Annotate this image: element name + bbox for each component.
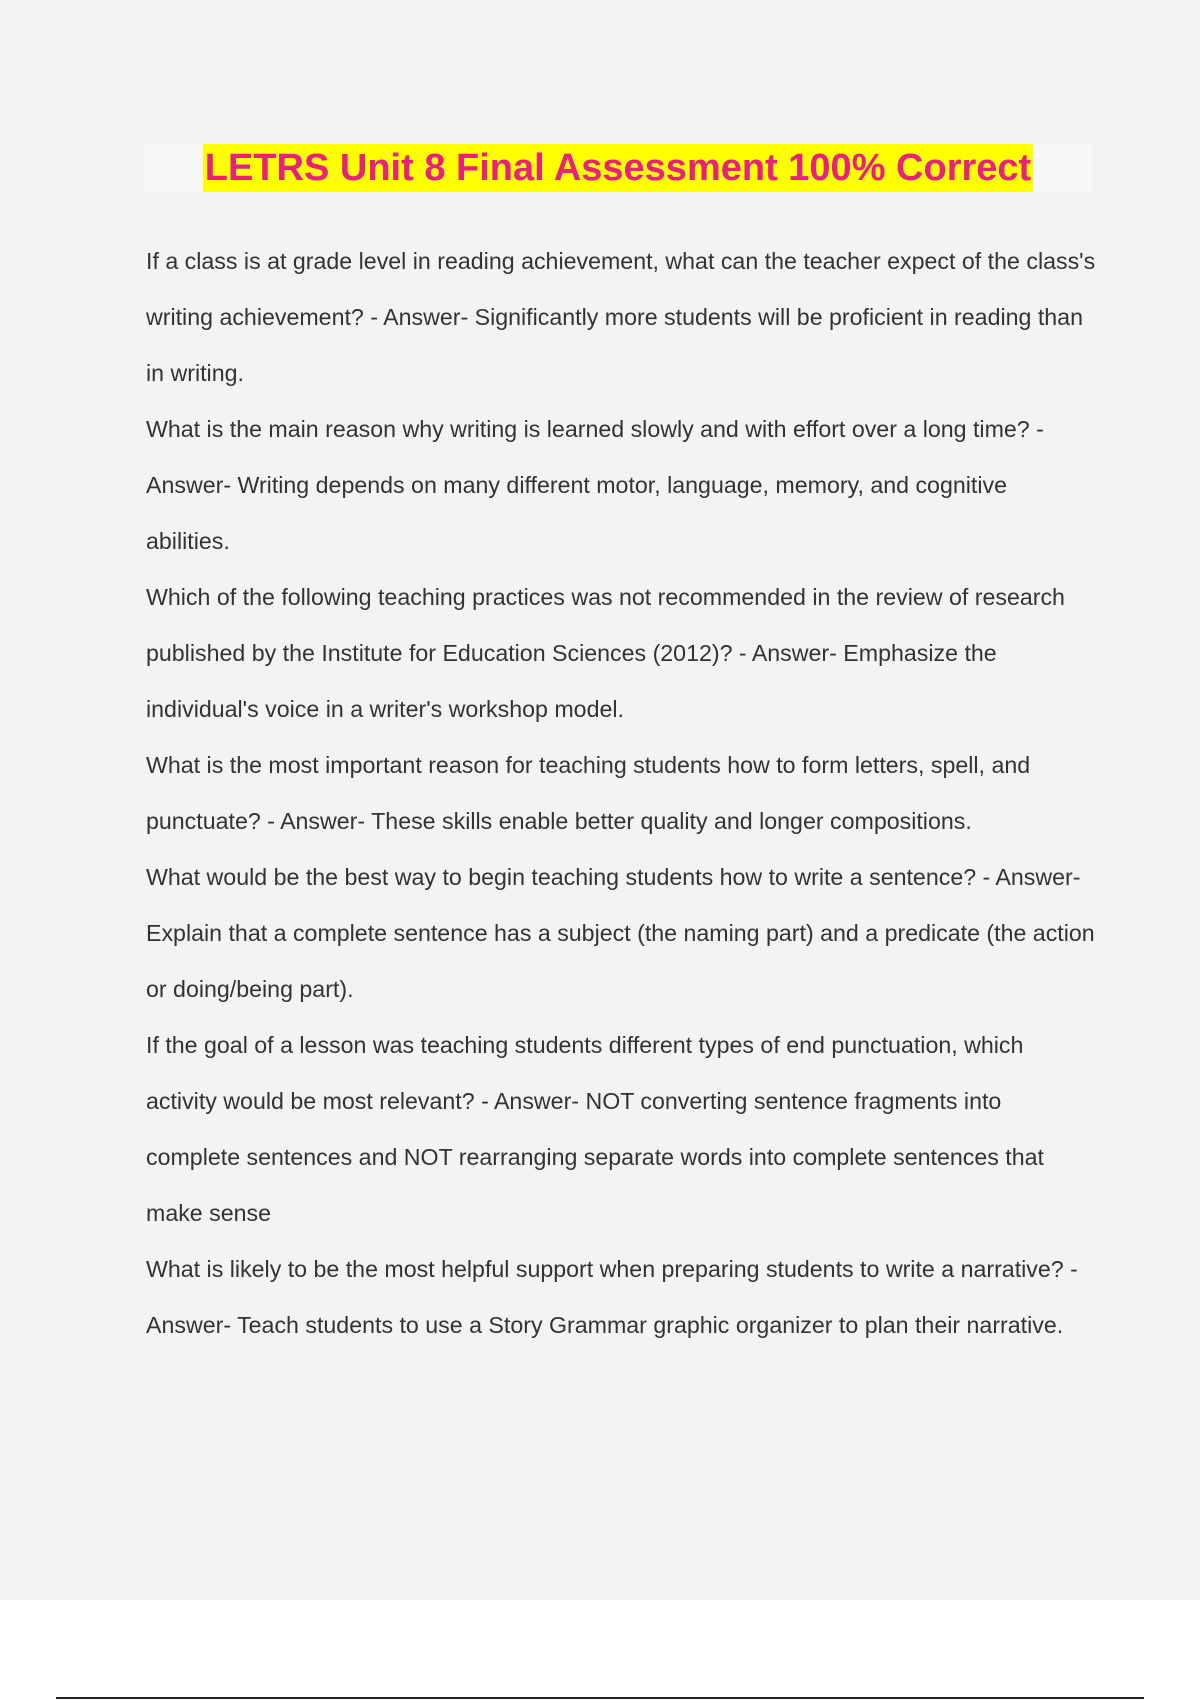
qa-item: If the goal of a lesson was teaching students different types of end punctuation, which activity would be most relevant? - Answer- NOT converting sentence fragments into complete sentences and NOT rearranging separate words into complete sentences that make sense (146, 1032, 1044, 1226)
qa-item: What is the main reason why writing is learned slowly and with effort over a long time? - Answer- Writing depends on many different motor, language, memory, and cognitive abilities. (146, 416, 1044, 554)
qa-item: Which of the following teaching practices was not recommended in the review of research published by the Institute for Education Sciences (2012)? - Answer- Emphasize the individual's voice in a writer's workshop model. (146, 584, 1065, 722)
qa-list (146, 233, 1096, 1353)
qa-item: If a class is at grade level in reading achievement, what can the teacher expect of the class's writing achievement? - Answer- Significantly more students will be proficient in reading than in writing. (146, 248, 1096, 386)
qa-item: What would be the best way to begin teaching students how to write a sentence? - Answer- Explain that a complete sentence has a subject (the naming part) and a predicate (the action or doing/being part). (146, 864, 1095, 1002)
qa-item: What is likely to be the most helpful support when preparing students to write a narrative? - Answer- Teach students to use a Story Grammar graphic organizer to plan their narrative. (146, 1256, 1078, 1338)
qa-item: What is the most important reason for teaching students how to form letters, spell, and punctuate? - Answer- These skills enable better quality and longer compositions. (146, 752, 1031, 834)
page-title: LETRS Unit 8 Final Assessment 100% Correct (203, 144, 1033, 192)
bottom-divider (56, 1697, 1144, 1699)
title-banner (144, 144, 1092, 192)
